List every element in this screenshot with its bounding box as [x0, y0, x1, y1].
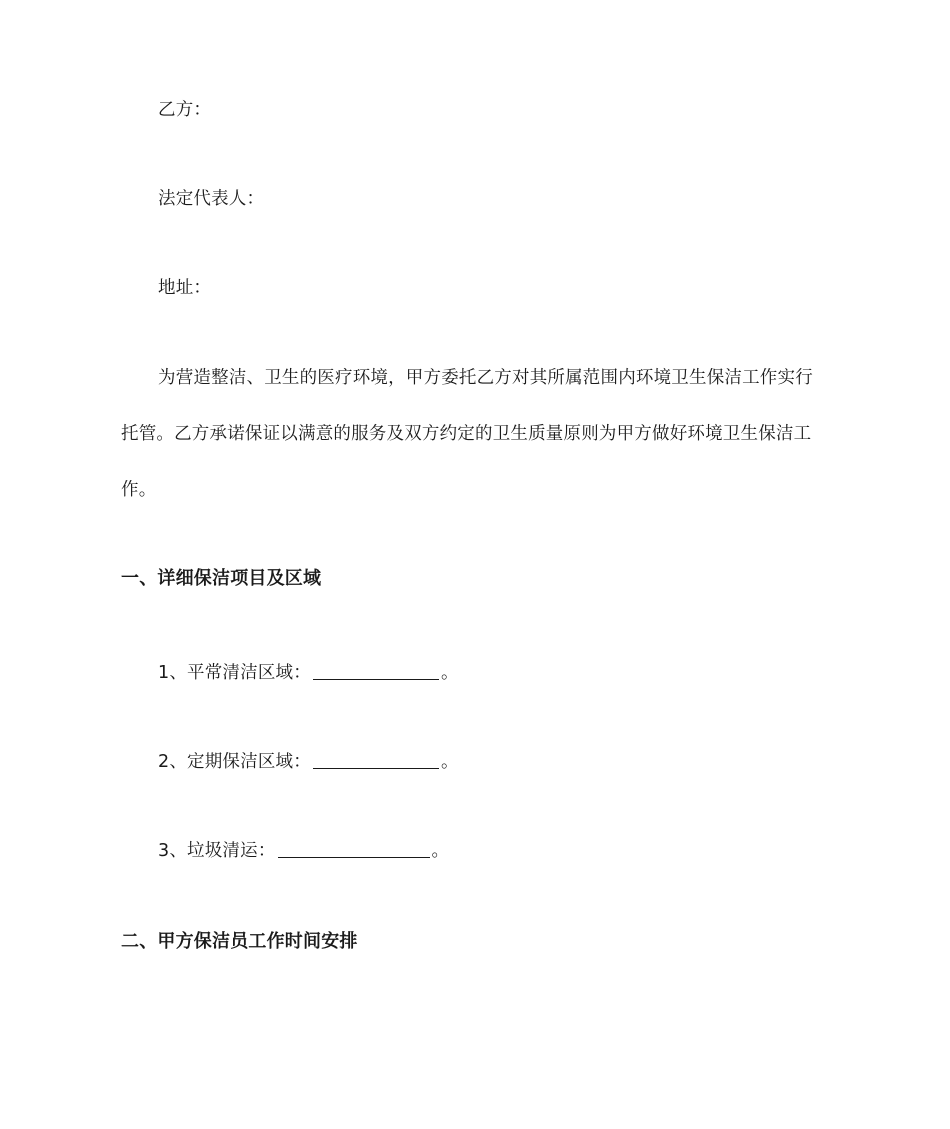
section-2-heading: 二、甲方保洁员工作时间安排 — [121, 931, 358, 952]
intro-paragraph-line-1: 为营造整洁、卫生的医疗环境，甲方委托乙方对其所属范围内环境卫生保洁工作实行 — [158, 368, 813, 388]
fill-in-blank — [313, 750, 439, 769]
fill-in-blank — [313, 661, 439, 680]
fill-in-blank — [278, 839, 430, 858]
legal-representative-label: 法定代表人： — [158, 189, 265, 209]
list-item-label: 3、垃圾清运： — [158, 841, 276, 861]
list-item-end: 。 — [431, 841, 450, 861]
list-item-label: 2、定期保洁区域： — [158, 752, 311, 772]
party-b-label: 乙方： — [158, 100, 212, 120]
list-item-end: 。 — [440, 752, 459, 772]
address-label: 地址： — [158, 278, 212, 298]
list-item-end: 。 — [440, 663, 459, 683]
section-1-heading: 一、详细保洁项目及区域 — [121, 568, 322, 589]
list-item-label: 1、平常清洁区域： — [158, 663, 311, 683]
list-item-daily-cleaning-area — [158, 661, 459, 685]
intro-paragraph-line-3: 作。 — [121, 480, 157, 500]
list-item-periodic-cleaning-area — [158, 750, 459, 774]
intro-paragraph-line-2: 托管。乙方承诺保证以满意的服务及双方约定的卫生质量原则为甲方做好环境卫生保洁工 — [121, 424, 812, 444]
list-item-garbage-removal — [158, 839, 449, 863]
